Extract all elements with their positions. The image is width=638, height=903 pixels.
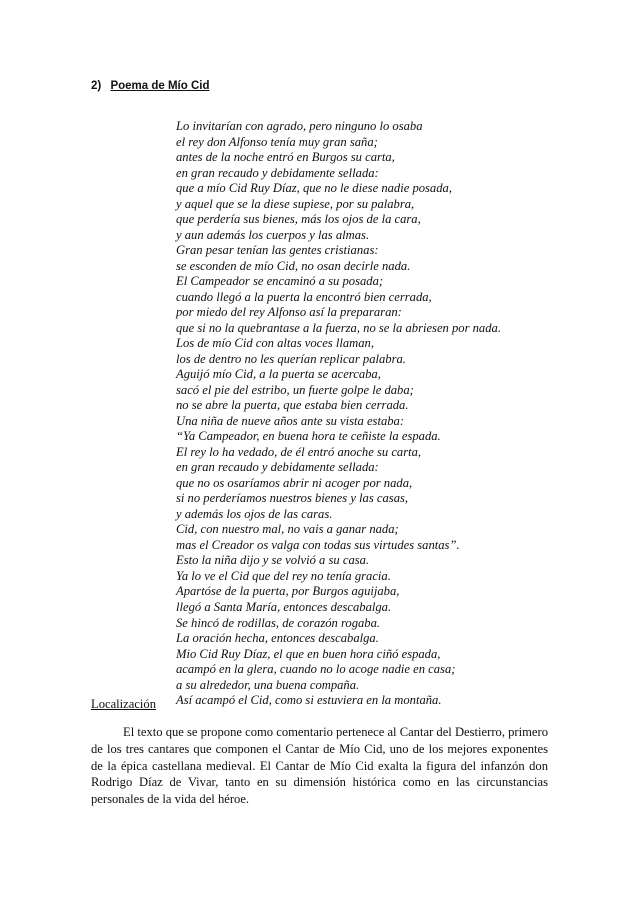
poem-line: Cid, con nuestro mal, no vais a ganar nada; — [176, 522, 399, 537]
poem-line: El Campeador se encaminó a su posada; — [176, 274, 384, 289]
poem-line: el rey don Alfonso tenía muy gran saña; — [176, 134, 378, 149]
poem-line: “Ya Campeador, en buena hora te ceñiste la espada. — [176, 429, 441, 444]
poem-line: El rey lo ha vedado, de él entró anoche su carta, — [176, 444, 422, 459]
poem-line: Los de mío Cid con altas voces llaman, — [176, 336, 374, 351]
poem-line: en gran recaudo y debidamente sellada: — [176, 460, 379, 475]
poem-line: que a mío Cid Ruy Díaz, que no le diese nadie posada, — [176, 181, 452, 196]
heading-number: 2) — [91, 80, 102, 92]
poem-line: Esto la niña dijo y se volvió a su casa. — [176, 553, 370, 568]
section-heading — [91, 80, 209, 92]
poem-line: llegó a Santa María, entonces descabalga. — [176, 599, 392, 614]
poem-line: Gran pesar tenían las gentes cristianas: — [176, 243, 379, 258]
poem-line: acampó en la glera, cuando no lo acoge nadie en casa; — [176, 662, 456, 677]
localizacion-paragraph: El texto que se propone como comentario pertenece al Cantar del Destierro, primero de los tres cantares que componen el Cantar de Mío Cid, uno de los mejores exponentes de la épica castellana medieval. El Cantar de Mío Cid exalta la figura del infanzón don Rodrigo Díaz de Vivar, tanto en su dimensión histórica como en las circunstancias personales de la vida del héroe. — [91, 725, 548, 807]
heading-title: Poema de Mío Cid — [110, 80, 210, 92]
poem-line: mas el Creador os valga con todas sus virtudes santas”. — [176, 537, 460, 552]
poem-line: Se hincó de rodillas, de corazón rogaba. — [176, 615, 381, 630]
poem-line: Una niña de nueve años ante su vista estaba: — [176, 413, 405, 428]
poem-line: Apartóse de la puerta, por Burgos aguijaba, — [176, 584, 400, 599]
poem-line: y aun además los cuerpos y las almas. — [176, 227, 370, 242]
poem-line: y además los ojos de las caras. — [176, 506, 333, 521]
poem-line: si no perderíamos nuestros bienes y las casas, — [176, 491, 409, 506]
poem-line: por miedo del rey Alfonso así la prepararan: — [176, 305, 402, 320]
poem-line: Ya lo ve el Cid que del rey no tenía gracia. — [176, 568, 391, 583]
poem-line: antes de la noche entró en Burgos su carta, — [176, 150, 395, 165]
poem-line: que no os osaríamos abrir ni acoger por nada, — [176, 475, 413, 490]
poem-line: en gran recaudo y debidamente sellada: — [176, 165, 379, 180]
poem-line: que perdería sus bienes, más los ojos de la cara, — [176, 212, 421, 227]
poem-line: no se abre la puerta, que estaba bien cerrada. — [176, 398, 409, 413]
poem-line: Mio Cid Ruy Díaz, el que en buen hora ciñó espada, — [176, 646, 441, 661]
poem-line: se esconden de mío Cid, no osan decirle nada. — [176, 258, 411, 273]
poem-line: los de dentro no les querían replicar palabra. — [176, 351, 406, 366]
poem-verses — [176, 119, 501, 709]
poem-line: Así acampó el Cid, como si estuviera en la montaña. — [176, 693, 442, 708]
poem-line: La oración hecha, entonces descabalga. — [176, 631, 379, 646]
poem-line: Lo invitarían con agrado, pero ninguno lo osaba — [176, 119, 423, 133]
poem-line: a su alrededor, una buena compaña. — [176, 677, 360, 692]
poem-line: sacó el pie del estribo, un fuerte golpe le daba; — [176, 382, 414, 397]
poem-line: que si no la quebrantase a la fuerza, no se la abriesen por nada. — [176, 320, 501, 335]
poem-line: cuando llegó a la puerta la encontró bien cerrada, — [176, 289, 432, 304]
poem-line: Aguijó mío Cid, a la puerta se acercaba, — [176, 367, 381, 382]
localizacion-heading: Localización — [91, 697, 157, 711]
poem-line: y aquel que se la diese supiese, por su palabra, — [176, 196, 415, 211]
